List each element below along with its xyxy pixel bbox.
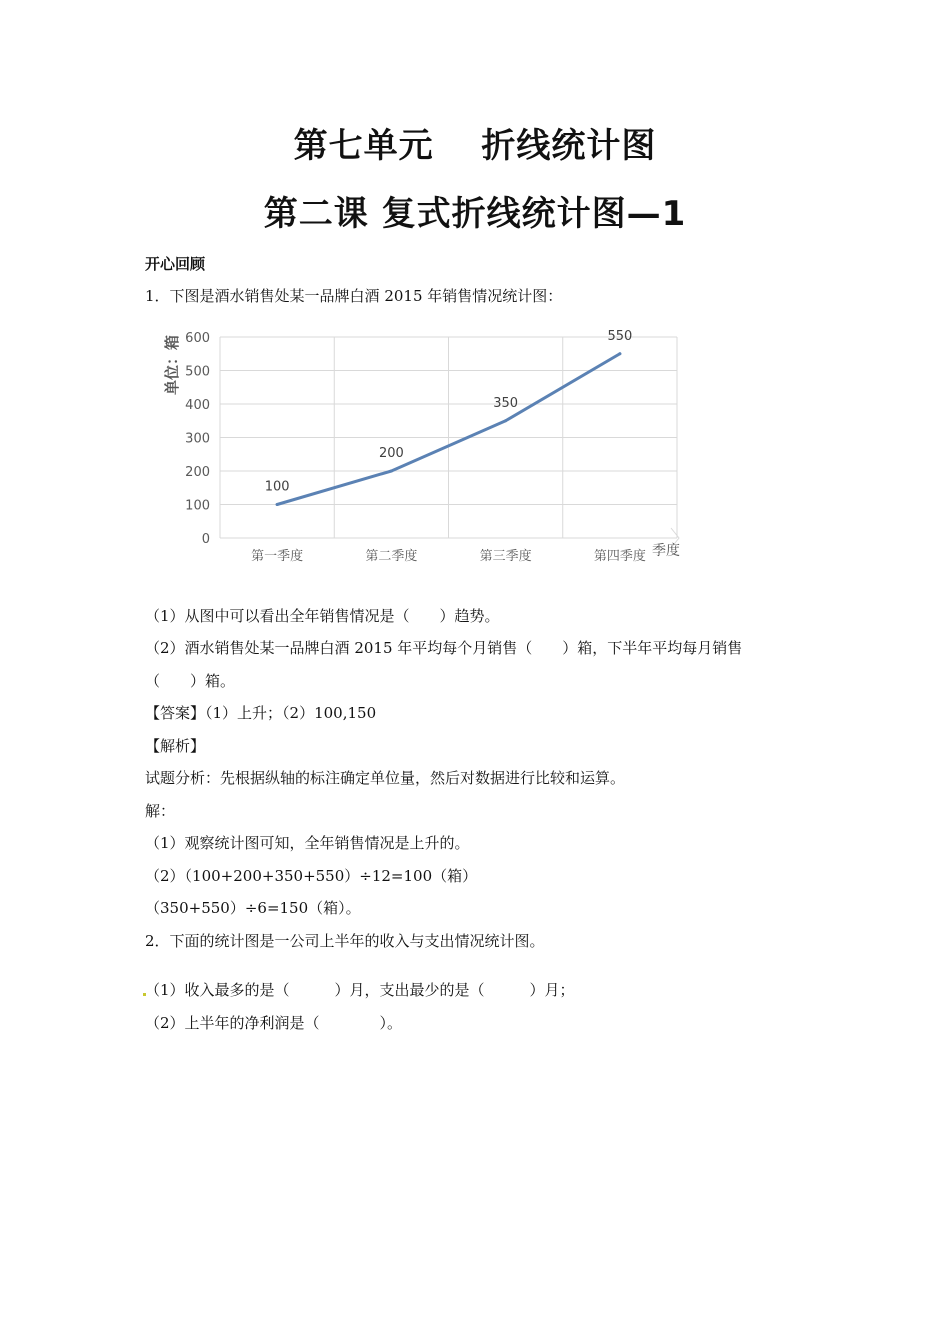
x-tick-label: 第三季度 (479, 549, 532, 564)
question-2-stem: 2．下面的统计图是一公司上半年的收入与支出情况统计图。 (145, 932, 545, 950)
data-label: 550 (607, 328, 633, 344)
page-title: 第七单元 折线统计图 (293, 126, 657, 166)
data-label: 200 (378, 446, 404, 461)
question-1-sub-2-line-1: （2）酒水销售处某一品牌白酒 2015 年平均每个月销售（ ）箱，下半年平均每月销售 (145, 639, 743, 657)
y-tick-label: 400 (185, 398, 210, 413)
y-tick-label: 600 (185, 331, 210, 346)
y-axis-label: 单位：箱 (163, 334, 181, 396)
page-subtitle: 第二课 复式折线统计图—1 (263, 194, 687, 234)
sales-line-chart (150, 320, 710, 570)
data-point (390, 470, 393, 473)
x-tick-label: 第一季度 (251, 549, 304, 564)
data-point (276, 503, 279, 506)
question-1-sub-1: （1）从图中可以看出全年销售情况是（ ）趋势。 (145, 607, 500, 625)
analysis-heading: 【解析】 (145, 737, 206, 755)
data-label: 350 (493, 395, 519, 411)
y-tick-label: 300 (185, 431, 210, 447)
section-heading: 开心回顾 (145, 255, 206, 273)
data-point (618, 352, 621, 355)
data-label: 100 (264, 479, 290, 495)
question-2-sub-2: （2）上半年的净利润是（ ）。 (145, 1014, 403, 1032)
question-1-sub-2-line-2: （ ）箱。 (145, 672, 236, 690)
question-1-stem: 1．下图是酒水销售处某一品牌白酒 2015 年销售情况统计图： (145, 287, 563, 305)
y-tick-label: 200 (185, 465, 210, 480)
x-tick-label: 第四季度 (593, 549, 646, 564)
analysis-text: 试题分析：先根据纵轴的标注确定单位量，然后对数据进行比较和运算。 (145, 769, 626, 787)
x-axis-label: 季度 (652, 543, 680, 559)
solution-label: 解： (145, 802, 176, 820)
solution-step-1: （1）观察统计图可知，全年销售情况是上升的。 (145, 834, 470, 852)
y-tick-label: 0 (201, 532, 210, 547)
y-tick-label: 500 (185, 364, 210, 380)
data-point (504, 419, 507, 422)
question-2-sub-1: （1）收入最多的是（ ）月，支出最少的是（ ）月； (145, 981, 575, 999)
solution-step-2: （2）（100+200+350+550）÷12=100（箱） (145, 867, 478, 885)
solution-step-3: （350+550）÷6=150（箱）。 (145, 899, 361, 917)
x-tick-label: 第二季度 (365, 549, 418, 564)
answer: 【答案】（1）上升；（2）100,150 (145, 704, 377, 722)
y-tick-label: 100 (185, 498, 210, 514)
